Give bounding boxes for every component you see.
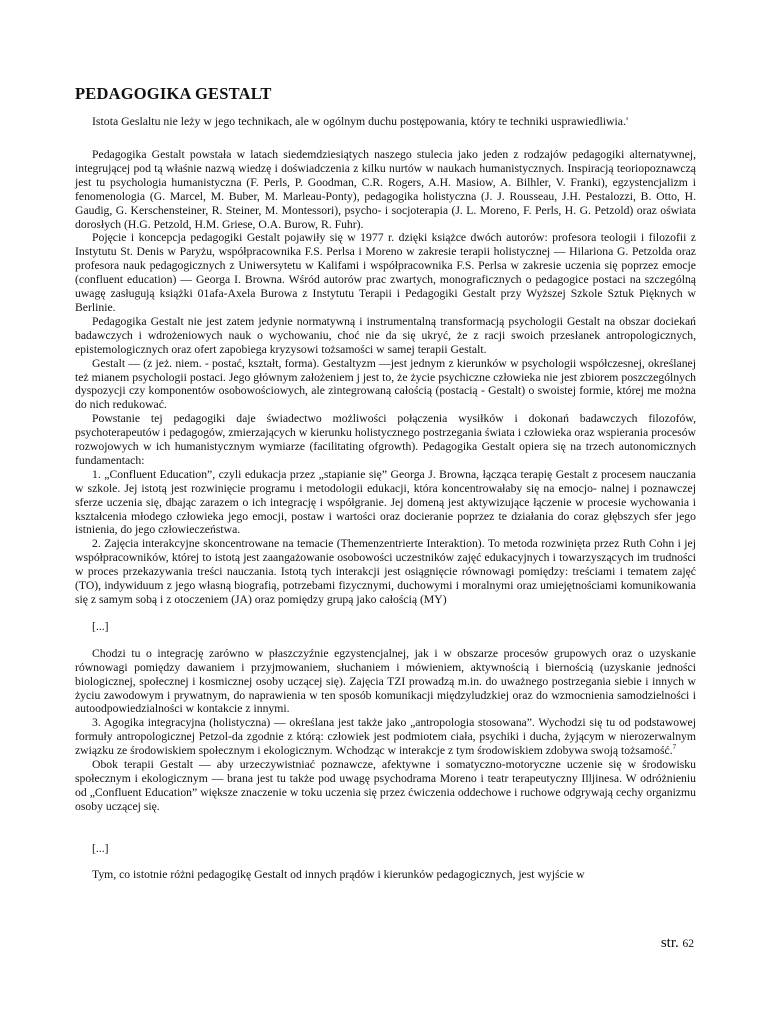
footnote-mark: 7 — [672, 743, 677, 752]
page-number-value: 62 — [682, 938, 694, 950]
paragraph-agogika-text: 3. Agogika integracyjna (holistyczna) — określana jest także jako „antropologia stosowana”. Wychodzi się tu od podstawowej formuły antropologicznej Petzol-da zgodnie z którą: człowiek jest podmiotem ciała, psychiki i ducha, żyjącym w nierozerwalnym związku ze środowiskiem społecznym i ekologicznym. Wchodząc w interakcje z tym środowiskiem zdobywa swoją tożsamość. — [75, 716, 696, 758]
paragraph-conclusion: Tym, co istotnie różni pedagogikę Gestalt od innych prądów i kierunków pedagogicznych, jest wyjście w — [92, 867, 585, 881]
ellipsis-marker: [...] — [92, 619, 109, 633]
paragraph-origins: Pedagogika Gestalt powstała w latach siedemdziesiątych naszego stulecia jako jeden z rodzajów pedagogiki alternatywnej, integrującej pod tą właśnie nazwą wiedzę i doświadczenia z kilku nurtów w naukach humanistycznych. Inspiracją teoriopoznawczą jest tu psychologia humanistyczna (F. Perls, P. Goodman, C.R. Rogers, A.H. Masiow, A. Bilhler, V. Franki), egzystencjalizm i fenomenologia (G. Marcel, M. Buber, M. Marleau-Ponty), pedagogika holistyczna (J. J. Rousseau, J.H. Pestalozzi, B. Otto, H. Gaudig, G. Kerschensteiner, R. Steiner, M. Montessori), psycho- i socjoterapia (J. L. Moreno, F. Perls, H. G. Petzold) oraz oświata dorosłych (H.G. Petzold, H.M. Griese, O.A. Burow, R. Fuhr). — [75, 148, 696, 231]
page-number — [661, 935, 694, 952]
paragraph-concept: Pojęcie i koncepcja pedagogiki Gestalt pojawiły się w 1977 r. dzięki książce dwóch autorów: profesora teologii i filozofii z Instytutu St. Denis w Paryżu, współpracownika F.S. Perlsa i Moreno w zakresie terapii holistycznej — Hilariona G. Petzolda oraz profesora nauk pedagogicznych z Uniwersytetu w Kalifami i współpracownika F.S. Perlsa w zakresie uczenia się poprzez emocje (confluent education) — Georga I. Browna. Wśród autorów prac zwartych, monograficznych o pedagogice postaci na szczególną uwagę zasługują książki 01afa-Axela Burowa z Instytutu Terapii i Pedagogiki Gestalt przy Wyższej Szkole Sztuk Pięknych w Berlinie. — [75, 231, 696, 314]
motto-quote: Istota Geslaltu nie leży w jego technikach, ale w ogólnym duchu postępowania, który te techniki usprawiedliwia.' — [92, 114, 629, 128]
ellipsis-marker-2: [...] — [92, 841, 109, 855]
paragraph-foundations: Powstanie tej pedagogiki daje świadectwo możliwości połączenia wysiłków i dokonań badawczych filozofów, psychoterapeutów i pedagogów, zmierzających w kierunku holistycznego postrzegania świata i człowieka oraz wspierania procesów rozwojowych w ich humanistycznym wymiarze (facilitating ofgrowth). Pedagogika Gestalt opiera się na trzech autonomicznych fundamentach: — [75, 412, 696, 467]
paragraph-therapy: Obok terapii Gestalt — aby urzeczywistniać poznawcze, afektywne i somatyczno-motoryczne uczenie się w środowisku społecznym i ekologicznym — brana jest tu także pod uwagę psychodrama Moreno i teatr terapeutyczny Illjinesa. W odróżnieniu od „Confluent Education” większe znaczenie w toku uczenia się przez ćwiczenia oddechowe i ruchowe odgrywają cechy organizmu osoby uczącej się. — [75, 758, 696, 813]
paragraph-confluent-education: 1. „Confluent Education”, czyli edukacja przez „stapianie się” Georga J. Browna, łącząca terapię Gestalt z procesem nauczania w szkole. Jej istotą jest rozwinięcie programu i metodologii edukacji, która koncentrowałaby się na emocjo- nalnej i poznawczej sferze uczenia się, dbając zarazem o ich integrację i współgranie. Jej domeną jest aktywizujące łączenie w procesie wychowania i kształcenia młodego człowieka jego emocji, postaw i wartości oraz docieranie poprzez te działania do coraz głębszych sfer jego istnienia, do jego człowieczeństwa. — [75, 467, 696, 537]
page-number-prefix: str. — [660, 935, 679, 951]
paragraph-tzi: 2. Zajęcia interakcyjne skoncentrowane na temacie (Themenzentrierte Interaktion). To metoda rozwinięta przez Ruth Cohn i jej współpracowników, której to istotą jest zaangażowanie osobowości uczestników zajęć edukacyjnych i towarzyszących im trudności w proces przekazywania treści nauczania. Istotą tych interakcji jest osiągnięcie równowagi pomiędzy: treściami i tematem zajęć (TO), indywiduum z jego własną biografią, potrzebami fizycznymi, duchowymi i moralnymi oraz umiejętnościami komunikowania się z samym sobą i z otoczeniem (JA) oraz pomiędzy grupą jako całością (MY) — [75, 537, 696, 606]
document-body — [75, 148, 696, 882]
paragraph-transformation: Pedagogika Gestalt nie jest zatem jedynie normatywną i instrumentalną transformacją psychologii Gestalt na obszar dociekań badawczych i wdrożeniowych nauk o wychowaniu, choć nie da się ukryć, że z racji swoich przesłanek antropologicznych, epistemologicznych oraz ofert zapobiega kryzysowi tożsamości w samej terapii Gestalt. — [75, 314, 696, 356]
paragraph-agogika — [75, 716, 696, 758]
paragraph-integration: Chodzi tu o integrację zarówno w płaszczyźnie egzystencjalnej, jak i w obszarze procesów grupowych oraz o uzyskanie równowagi pomiędzy dawaniem i przyjmowaniem, słuchaniem i mówieniem, aktywnością i biernością (uzyskanie jedności biologicznej, społecznej i kosmicznej osoby uczącej się). Zajęcia TZI prowadzą m.in. do uważnego postrzegania siebie i innych w życiu zawodowym i prywatnym, do naprawienia w ten sposób komunikacji międzyludzkiej oraz do wzmocnienia samodzielności i autoodpowiedzialności w kontakcie z innymi. — [75, 646, 696, 716]
page-title: PEDAGOGIKA GESTALT — [75, 84, 272, 103]
paragraph-gestalt-definition: Gestalt — (z jeż. niem. - postać, kształt, forma). Gestaltyzm —jest jednym z kierunków w psychologii współczesnej, określanej też mianem psychologii postaci. Jego głównym założeniem j jest to, że życie psychiczne człowieka nie jest zbiorem poszczególnych dyspozycji czy komponentów osobowościowych, ale zintegrowaną całością (postacią - Gestalt) o swoistej formie, której me można do nich redukować. — [75, 356, 696, 412]
